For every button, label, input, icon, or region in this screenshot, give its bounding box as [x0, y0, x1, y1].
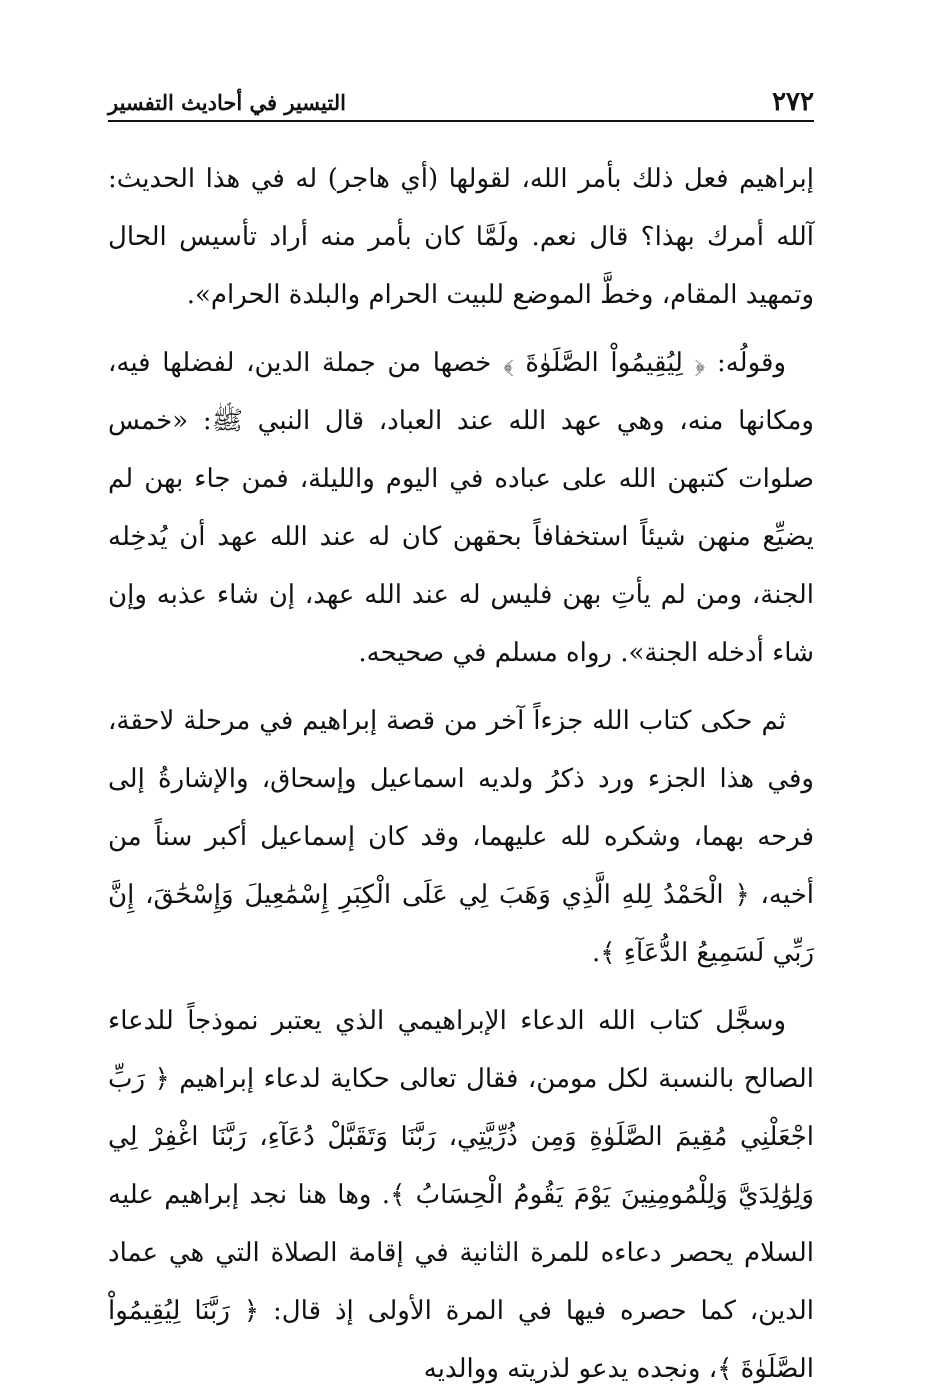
- paragraph-4: وسجَّل كتاب الله الدعاء الإبراهيمي الذي يعتبر نموذجاً للدعاء الصالح بالنسبة لكل مومن، فقال تعالى حكاية لدعاء إبراهيم ﴿ رَبِّ اجْعَلْنِي مُقِيمَ الصَّلَوٰةِ وَمِن ذُرِّيَّتِي، رَبَّنَا وَتَقَبَّلْ دُعَآءِ، رَبَّنَا اغْفِرْ لِي وَلِوَٰلِدَيَّ وَلِلْمُومِنِينَ يَوْمَ يَقُومُ الْحِسَابُ ﴾. وها هنا نجد إبراهيم عليه السلام يحصر دعاءه للمرة الثانية في إقامة الصلاة التي هي عماد الدين، كما حصره فيها في المرة الأولى إذ قال: ﴿ رَبَّنَا لِيُقِيمُواْ الصَّلَوٰةَ ﴾، ونجده يدعو لذريته ووالديه: [108, 1006, 814, 1384]
- page-body: [108, 150, 815, 1384]
- paragraph-1: إبراهيم فعل ذلك بأمر الله، لقولها (أي هاجر) له في هذا الحديث: آلله أمرك بهذا؟ قال نعم. ولَمَّا كان بأمر منه أراد تأسيس الحال وتمهيد المقام، وخطَّ الموضع للبيت الحرام والبلدة الحرام».: [108, 164, 814, 310]
- page-header: [108, 84, 814, 122]
- paragraph-2: وقولُه: ﴿ لِيُقِيمُواْ الصَّلَوٰةَ ﴾ خصها من جملة الدين، لفضلها فيه، ومكانها منه، وهي عهد الله عند العباد، قال النبي ﷺ: «خمس صلوات كتبهن الله على عباده في اليوم والليلة، فمن جاء بهن لم يضيِّع منهن شيئاً استخفافاً بحقهن كان له عند الله عهد أن يُدخِله الجنة، ومن لم يأتِ بهن فليس له عند الله عهد، إن شاء عذبه وإن شاء أدخله الجنة». رواه مسلم في صحيحه.: [108, 348, 814, 668]
- paragraph-3: ثم حكى كتاب الله جزءاً آخر من قصة إبراهيم في مرحلة لاحقة، وفي هذا الجزء ورد ذكرُ ولديه اسماعيل وإسحاق، والإشارةُ إلى فرحه بهما، وشكره لله عليهما، وقد كان إسماعيل أكبر سناً من أخيه، ﴿ الْحَمْدُ لِلهِ الَّذِي وَهَبَ لِي عَلَى الْكِبَرِ إِسْمَٰعِيلَ وَإِسْحَٰقَ، إِنَّ رَبِّي لَسَمِيعُ الدُّعَآءِ ﴾.: [108, 706, 815, 968]
- running-title: التيسير في أحاديث التفسير: [108, 90, 346, 115]
- page-number: ٢٧٢: [772, 87, 814, 117]
